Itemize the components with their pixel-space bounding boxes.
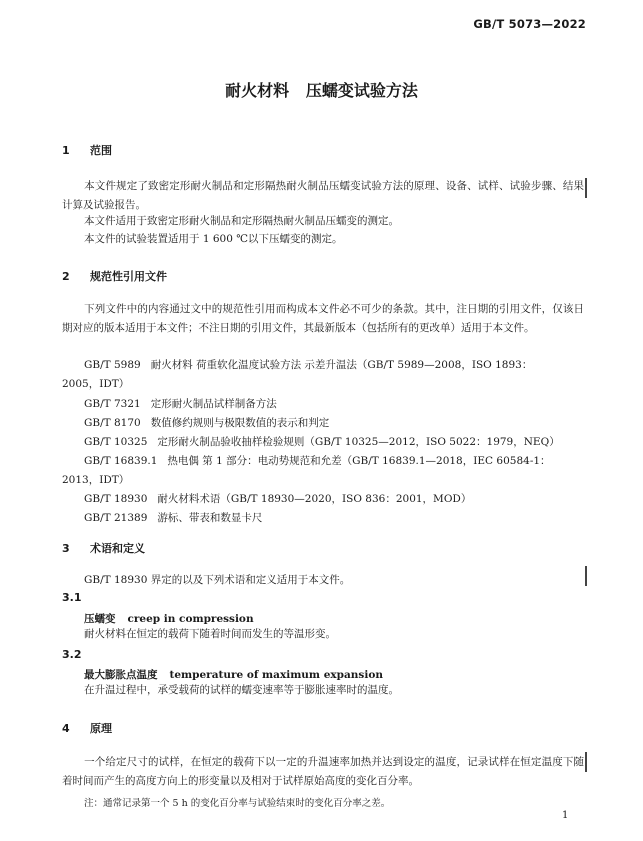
standard-number: GB/T 5073—2022 (473, 17, 586, 31)
term-en: temperature of maximum expansion (169, 669, 383, 681)
principle-paragraph: 一个给定尺寸的试样，在恒定的载荷下以一定的升温速率加热并达到设定的温度，记录试样在恒定温度下随着时间而产生的高度方向上的形变量以及相对于试样原始高度的变化百分率。 (62, 756, 584, 787)
ref-item: GB/T 21389 游标、带表和数显卡尺 (84, 512, 263, 524)
section-1-number: 1 (62, 144, 70, 157)
ref-item-continuation: 2005，IDT） (62, 378, 130, 390)
scope-paragraph-1: 本文件规定了致密定形耐火制品和定形隔热耐火制品压蠕变试验方法的原理、设备、试样、试验步骤、结果计算及试验报告。 (62, 180, 584, 211)
ref-item: GB/T 7321 定形耐火制品试样制备方法 (84, 398, 277, 410)
ref-item: GB/T 5989 耐火材料 荷重软化温度试验方法 示差升温法（GB/T 5989—2008，ISO 1893： (84, 359, 533, 371)
terms-intro: GB/T 18930 界定的以及下列术语和定义适用于本文件。 (84, 574, 351, 586)
section-2-number: 2 (62, 270, 70, 283)
term-cn: 压蠕变 (84, 613, 116, 625)
change-bar (585, 566, 587, 586)
section-1-title: 范围 (90, 144, 112, 157)
term-number: 3.2 (62, 648, 82, 661)
section-2-heading (62, 268, 167, 284)
term-number: 3.1 (62, 591, 82, 604)
section-3-number: 3 (62, 542, 70, 555)
scope-paragraph-3: 本文件的试验装置适用于 1 600 ℃以下压蠕变的测定。 (84, 233, 343, 245)
normative-intro: 下列文件中的内容通过文中的规范性引用而构成本文件必不可少的条款。其中，注日期的引用文件，仅该日期对应的版本适用于本文件；不注日期的引用文件，其最新版本（包括所有的更改单）适用于本文件。 (62, 303, 584, 334)
section-4-heading (62, 720, 112, 736)
note: 注：通常记录第一个 5 h 的变化百分率与试验结束时的变化百分率之差。 (84, 798, 391, 809)
ref-item-continuation: 2013，IDT） (62, 474, 130, 486)
change-bar (585, 752, 587, 772)
page-number: 1 (562, 810, 569, 821)
section-3-title: 术语和定义 (90, 542, 145, 555)
term-heading (84, 611, 254, 626)
term-definition: 耐火材料在恒定的载荷下随着时间而发生的等温形变。 (84, 628, 336, 640)
section-4-number: 4 (62, 722, 70, 735)
scope-paragraph-2: 本文件适用于致密定形耐火制品和定形隔热耐火制品压蠕变的测定。 (84, 215, 399, 227)
section-4-title: 原理 (90, 722, 112, 735)
term-en: creep in compression (127, 613, 254, 625)
ref-item: GB/T 10325 定形耐火制品验收抽样检验规则（GB/T 10325—2012，ISO 5022：1979，NEQ） (84, 436, 560, 448)
section-2-title: 规范性引用文件 (90, 270, 167, 283)
change-bar (585, 178, 587, 198)
document-title: 耐火材料 压蠕变试验方法 (225, 81, 418, 100)
term-definition: 在升温过程中，承受载荷的试样的蠕变速率等于膨胀速率时的温度。 (84, 684, 399, 696)
ref-item: GB/T 8170 数值修约规则与极限数值的表示和判定 (84, 417, 330, 429)
term-cn: 最大膨胀点温度 (84, 669, 158, 681)
section-1-heading (62, 142, 112, 158)
term-heading (84, 667, 383, 682)
ref-item: GB/T 18930 耐火材料术语（GB/T 18930—2020，ISO 836：2001，MOD） (84, 493, 472, 505)
section-3-heading (62, 540, 145, 556)
ref-item: GB/T 16839.1 热电偶 第 1 部分：电动势规范和允差（GB/T 16839.1—2018，IEC 60584-1： (84, 455, 551, 467)
